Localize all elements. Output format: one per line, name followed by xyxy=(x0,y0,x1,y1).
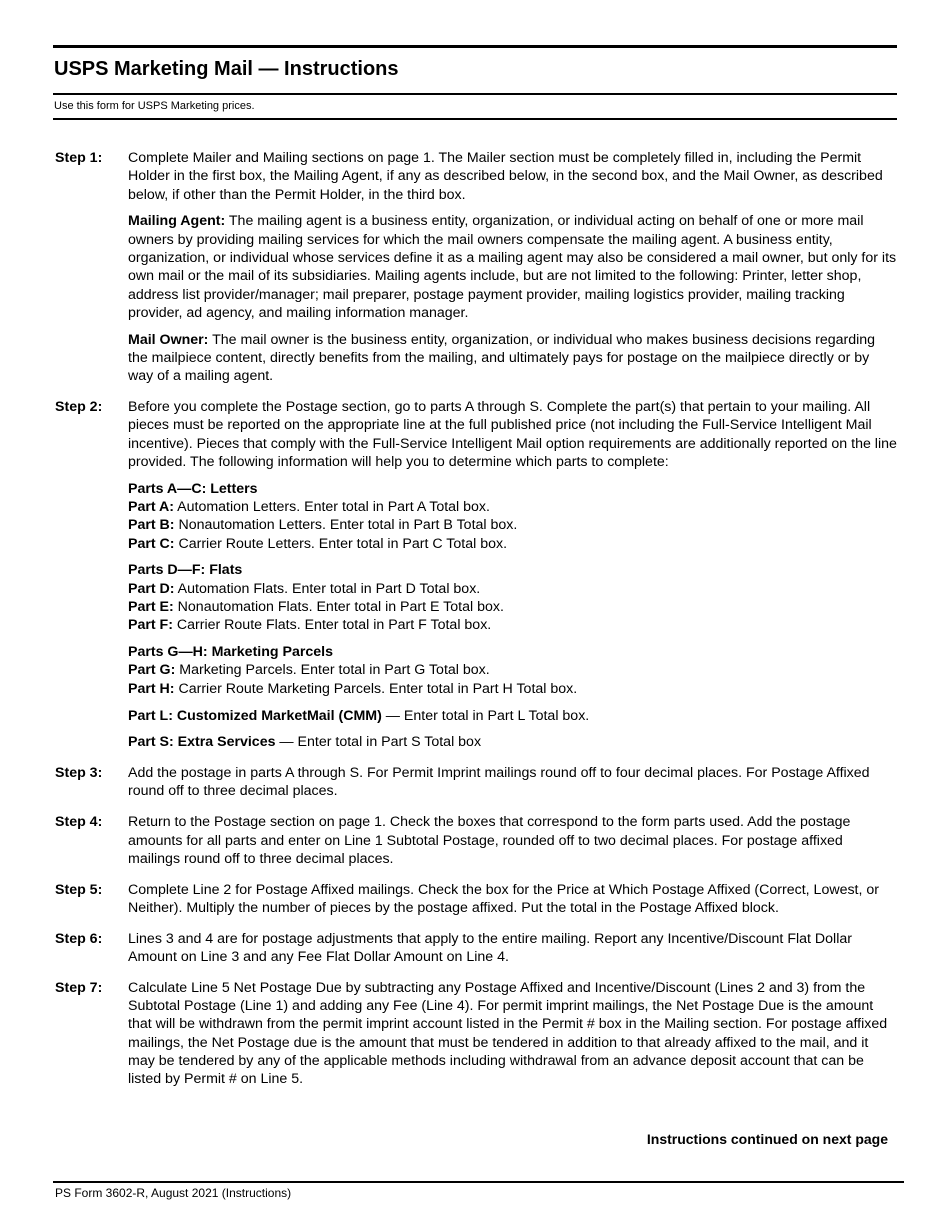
continued-note: Instructions continued on next page xyxy=(646,1131,888,1147)
step-3 xyxy=(55,764,897,801)
mailing-agent-definition xyxy=(128,212,897,322)
part-b-label: Part B: xyxy=(128,517,175,534)
part-l-line xyxy=(128,707,897,725)
part-c-text: Carrier Route Letters. Enter total in Part C Total box. xyxy=(174,535,508,552)
step-text: Complete Mailer and Mailing sections on page 1. The Mailer section must be completely filled in, including the Permit Holder in the first box, the Mailing Agent, if any as described below, in the second box, and the Mail Owner, as described below, if other than the Permit Holder, in the third box. xyxy=(128,150,883,203)
subtitle-rule xyxy=(53,118,897,120)
step-content xyxy=(128,398,897,752)
mail-owner-definition xyxy=(128,331,897,386)
part-l-label: Part L: Customized MarketMail (CMM) xyxy=(128,707,382,724)
top-rule xyxy=(53,45,897,48)
step-label: Step 5: xyxy=(55,881,103,898)
mail-owner-label: Mail Owner: xyxy=(128,331,209,348)
step-text: Before you complete the Postage section, go to parts A through S. Complete the part(s) that pertain to your mailing. All pieces must be reported on the appropriate line at the full published price (not including the Full-Service Intelligent Mail incentive). Pieces that comply with the Full-Service Intelligent Mail option requirements are additionally reported on the line provided. The following information will help you to determine which parts to complete: xyxy=(128,399,897,470)
parcels-group xyxy=(128,643,897,698)
part-s-text: — Enter total in Part S Total box xyxy=(275,734,482,751)
mail-owner-text: The mail owner is the business entity, organization, or individual who makes business decisions regarding the mailpiece content, directly benefits from the mailing, and ultimately pays for postage on the mailpiece directly or by way of a mailing agent. xyxy=(128,331,876,385)
step-text: Lines 3 and 4 are for postage adjustments that apply to the entire mailing. Report any Incentive/Discount Flat Dollar Amount on Line 3 and any Fee Flat Dollar Amount on Line 4. xyxy=(128,930,852,965)
parcels-heading: Parts G—H: Marketing Parcels xyxy=(128,644,334,661)
part-c-line xyxy=(128,535,897,553)
step-label: Step 6: xyxy=(55,930,103,947)
page-subtitle: Use this form for USPS Marketing prices. xyxy=(54,100,255,112)
part-g-label: Part G: xyxy=(128,662,176,679)
part-a-text: Automation Letters. Enter total in Part A Total box. xyxy=(173,499,490,516)
step-text: Return to the Postage section on page 1. Check the boxes that correspond to the form parts used. Add the postage amounts for all parts and enter on Line 1 Subtotal Postage, rounded off to two decimal places. For postage affixed mailings round off to three decimal places. xyxy=(128,814,851,867)
part-s-line xyxy=(128,733,897,751)
part-h-text: Carrier Route Marketing Parcels. Enter total in Part H Total box. xyxy=(174,680,578,697)
part-d-label: Part D: xyxy=(128,580,175,597)
footer-rule xyxy=(53,1181,904,1183)
part-c-label: Part C: xyxy=(128,535,175,552)
part-a-line xyxy=(128,498,897,516)
part-g-line xyxy=(128,661,897,679)
part-e-text: Nonautomation Flats. Enter total in Part E Total box. xyxy=(173,599,504,616)
form-footer: PS Form 3602-R, August 2021 (Instructions) xyxy=(55,1186,292,1200)
step-text: Add the postage in parts A through S. For Permit Imprint mailings round off to four decimal places. For Postage Affixed round off to three decimal places. xyxy=(128,765,870,800)
flats-heading: Parts D—F: Flats xyxy=(128,562,243,579)
step-content xyxy=(128,149,897,386)
part-b-line xyxy=(128,516,897,534)
step-4 xyxy=(55,813,897,868)
part-l-text: — Enter total in Part L Total box. xyxy=(381,707,590,724)
part-d-line xyxy=(128,580,897,598)
instructions-body xyxy=(55,149,897,1101)
step-text: Calculate Line 5 Net Postage Due by subtracting any Postage Affixed and Incentive/Discount (Lines 2 and 3) from the Subtotal Postage (Line 1) and adding any Fee (Line 4). For permit imprint mailings, the Net Postage Due is the amount that will be withdrawn from the permit imprint account listed in the Permit # box in the Mailing section. For postage affixed mailings, the Net Postage due is the amount that must be tendered in addition to that already affixed to the mail, and it may be tendered by any of the applicable methods including withdrawal from an advance deposit account that can be listed by Permit # on Line 5. xyxy=(128,979,888,1088)
step-6 xyxy=(55,930,897,967)
mailing-agent-label: Mailing Agent: xyxy=(128,213,226,230)
step-1 xyxy=(55,149,897,386)
part-h-label: Part H: xyxy=(128,680,175,697)
step-7 xyxy=(55,979,897,1089)
flats-group xyxy=(128,561,897,634)
part-d-text: Automation Flats. Enter total in Part D Total box. xyxy=(174,580,481,597)
part-s-label: Part S: Extra Services xyxy=(128,734,276,751)
step-label: Step 1: xyxy=(55,150,103,166)
part-f-label: Part F: xyxy=(128,617,173,634)
step-2 xyxy=(55,398,897,752)
part-f-line xyxy=(128,616,897,634)
part-f-text: Carrier Route Flats. Enter total in Part F Total box. xyxy=(172,617,492,634)
step-text: Complete Line 2 for Postage Affixed mailings. Check the box for the Price at Which Postage Affixed (Correct, Lowest, or Neither). Multiply the number of pieces by the postage affixed. Put the total in the Postage Affixed block. xyxy=(128,881,880,916)
letters-group xyxy=(128,480,897,553)
part-g-text: Marketing Parcels. Enter total in Part G Total box. xyxy=(175,662,490,679)
step-label: Step 3: xyxy=(55,765,103,782)
part-e-line xyxy=(128,598,897,616)
step-label: Step 2: xyxy=(55,399,103,416)
part-b-text: Nonautomation Letters. Enter total in Part B Total box. xyxy=(174,517,518,534)
letters-heading: Parts A—C: Letters xyxy=(128,480,258,497)
step-5 xyxy=(55,881,897,918)
part-h-line xyxy=(128,680,897,698)
part-a-label: Part A: xyxy=(128,499,174,516)
page-title: USPS Marketing Mail — Instructions xyxy=(54,58,399,80)
step-label: Step 4: xyxy=(55,814,103,831)
title-rule xyxy=(53,93,897,95)
mailing-agent-text: The mailing agent is a business entity, organization, or individual acting on behalf of one or more mail owners by providing mailing services for which the mail owners compensate the mailing agent. A business entity, organization, or individual whose services define it as a mailing agent may also be considered a mail owner, but only for its own mail or the mail of its subsidiaries. Mailing agents include, but are not limited to the following: Printer, letter shop, address list provider/manager; mail preparer, postage payment provider, mailing logistics provider, mailing tracking provider, ad agency, and mailing information manager. xyxy=(128,213,897,321)
step-label: Step 7: xyxy=(55,979,103,996)
part-e-label: Part E: xyxy=(128,599,174,616)
